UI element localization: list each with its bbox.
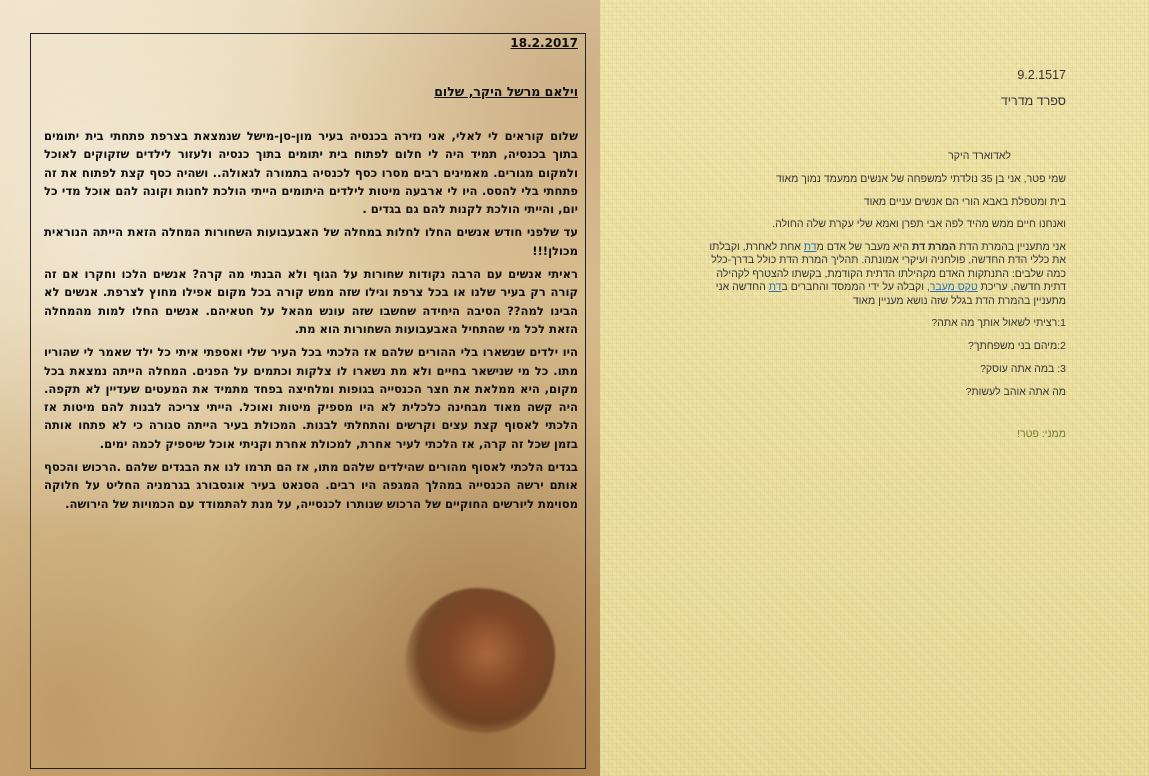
paragraph-text: , וקבלה על ידי הממסד והחברים ב [781,281,930,293]
paragraph-text: החדשה אני מתעניין בהמרת הדת בגלל שזה נושא מעניין מאוד [715,281,1066,307]
left-letter-paragraph-5: בגדים הלכתי לאסוף מהורים שהילדים שלהם מתו, אז הם תרמו לנו את הבגדים שלהם .הרכוש והכסף אותם ירשה הכנסייה במהלך המגפה היו רבים. הסנאט בעיר אוגסבורג בגרמניה החליט על חלוקה מסוימת ליורשים החוקיים של הרכוש שנותרו לכנסייה, על מנת להתמודד עם הכמויות של הירושה. [44,460,578,511]
religion-link[interactable]: דת [803,240,817,253]
right-page-woven [600,0,1149,776]
paragraph-text: היא מעבר של אדם מ [816,240,912,253]
right-letter-line-1: שמי פטר, אני בן 35 נולדתי למשפחה של אנשים ממעמד נמוך מאוד [775,173,1066,185]
right-letter-location: ספרד מדריד [1000,94,1066,108]
religion-link-2[interactable]: דת [768,281,782,293]
left-letter [44,36,578,518]
paragraph-text: אחת לאחרת, וקבלתו את כללי הדת החדשה, פולחניה ועיקרי אמונתה. תהליך המרת הדת כולל בדרך-כלל כמה שלבים: התנתקות האדם מקהילתו הדתית הקודמת, בקשתו להצטרף לקהילה דתית חדשה, עריכת [709,240,1066,293]
question-4: מה אתה אוהב לעשות? [965,386,1066,398]
left-letter-date: 18.2.2017 [510,36,578,50]
right-letter-conversion-paragraph [700,241,1066,309]
paragraph-bold-term: המרת דת [911,240,957,253]
paragraph-text: אני מתעניין בהמרת הדת [956,240,1066,253]
left-letter-paragraph-2: עד שלפני חודש אנשים החלו לחלות במחלה של האבעבועות השחורות המחלה הזאת הייתה הנוראית מכולן!!! [44,225,578,258]
right-letter-line-3: ואנחנו חיים ממש מהיד לפה אבי תפרן ואמא שלי עקרת שלה החולה. [772,218,1066,230]
left-letter-salutation: וילאם מרשל היקר, שלום [434,84,578,99]
right-letter-line-2: בית ומטפלת באבא הורי הם אנשים עניים מאוד [863,195,1066,208]
left-letter-paragraph-4: היו ילדים שנשארו בלי ההורים שלהם אז הלכתי בכל העיר שלי ואספתי איתי כל ילד שאמר לי שהוריו מתו. כל מי שנישאר בחיים ולא מת נשארו לו צלקות וכתמים על הפנים. המחלה הייתה נמצאת בכל מקום, היא ממלאת את חצר הכנסייה בגופות ומלחיצה בפחד מתמיד את המעטים שעדיין לא תקפה. היה קשה מאוד מבחינה כלכלית לא היו מספיק מיטות ואוכל. הייתי צריכה לבנות להם מיטות אז הלכתי לאסוף קצת עצים וקרשים והתחלתי לבנות. המכולת בעיר הייתה סגורה כי לא פתחו אותה בזמן שכל זה קרה, אז הלכתי לעיר אחרת, למכולת אחרת וקניתי אוכל שיספיק לכמה ימים. [44,345,578,451]
left-letter-paragraph-1: שלום קוראים לי לאלי, אני נזירה בכנסיה בעיר מון-סן-מישל שנמצאת בצרפת פתחתי בית יתומים בתוך בכנסיה, תמיד היה לי חלום לפתוח בית יתומים בתוך כנסיה ולעזור לילדים שזקוקים לאוכל ולמקום מגורים. מאמינים רבים מסרו כסף לכנסיה בתמורה לגאולה.. ושהיה כסף קצת לפתוח את זה פתחתי בלי להסס. היו לי ארבעה מיטות לילדים היתומים הייתי הולכת לחנות וקונה להם אוכל מדי כל יום, והייתי הולכת לקנות להם גם בגדים . [44,129,578,217]
right-letter-signature: ממני: פטר! [1017,428,1066,440]
rite-of-passage-link[interactable]: טקס מעבר [929,281,978,293]
right-letter-greeting: לאדוארד היקר [948,150,1011,162]
question-1: 1:רציתי לשאול אותך מה אתה? [931,317,1066,329]
left-letter-paragraph-3: ראיתי אנשים עם הרבה נקודות שחורות על הגוף ולא הבנתי מה קרה? אנשים הלכו וחקרו אם זה קורה רק בעיר שלנו או בכל צרפת וגילו שזה ממש קורה בכל מקום אפילו מחוץ לצרפת. אנשים לא הבינו למה?? הסיבה היחידה שחשבו שזה עונש מהאל על חטאיהם. אנשים החלו למות מהמחלה הזאת לכל מי שהתחיל האבעבועות השחורות הוא מת. [44,267,578,336]
right-letter-date: 9.2.1517 [1017,68,1066,82]
right-letter [700,68,1066,440]
question-3: 3: במה אתה עוסק? [980,363,1066,375]
question-2: 2:מיהם בני משפחתך? [968,340,1066,352]
